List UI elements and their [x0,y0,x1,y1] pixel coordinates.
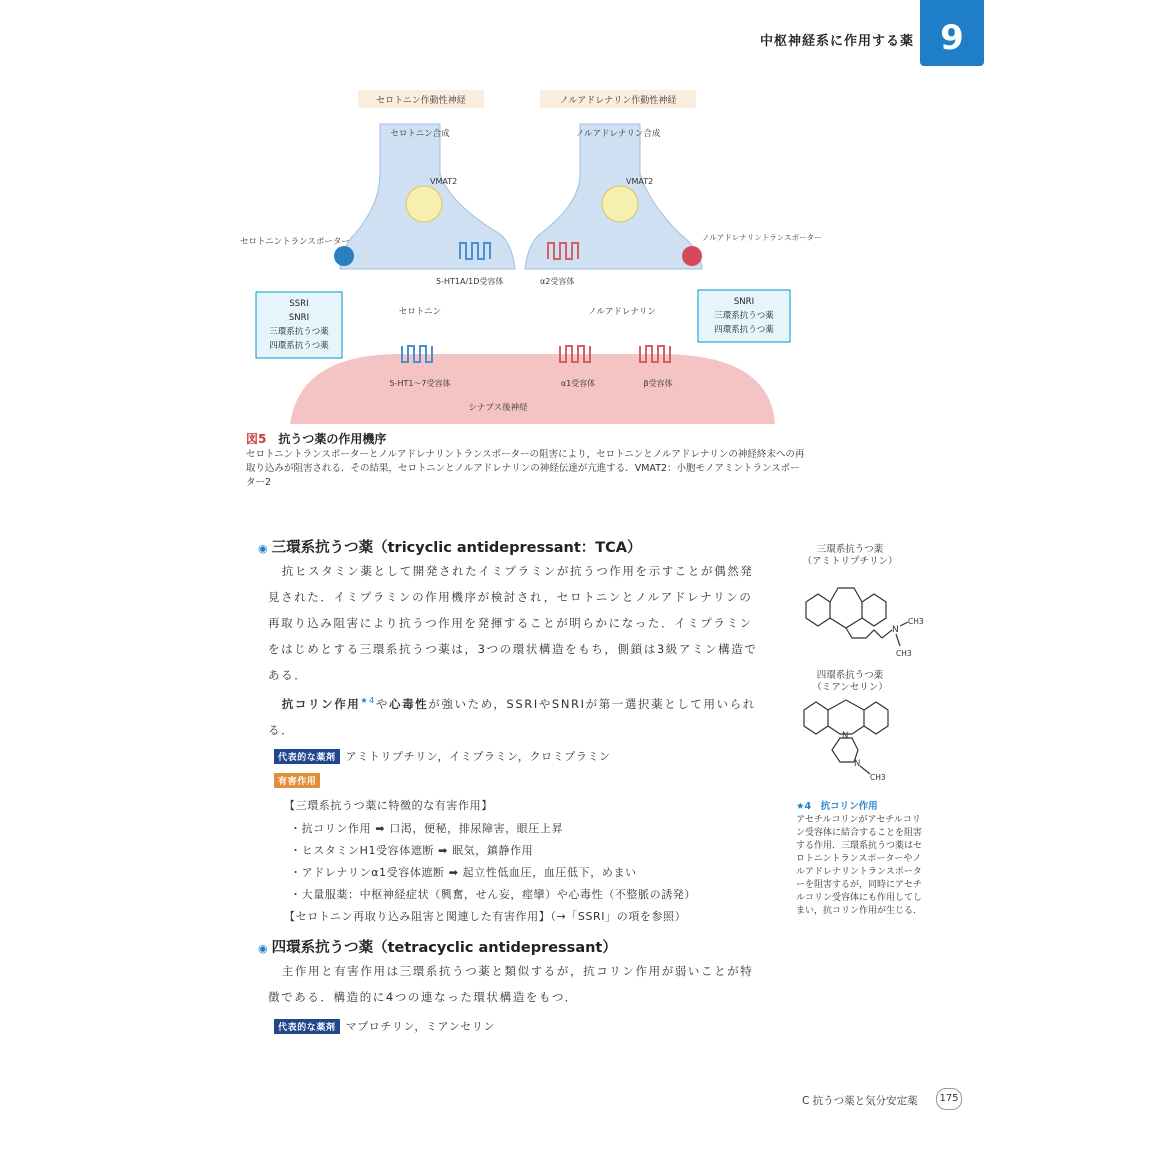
figure-caption-text: セロトニントランスポーターとノルアドレナリントランスポーターの阻害により，セロトニンとノルアドレナリンの神経終末への再取り込みが阻害される．その結果，セロトニンとノルアドレナリンの神経伝達が亢進する．VMAT2：小胞モノアミントランスポーター2 [246,449,805,488]
tca-adverse-item-1: ・抗コリン作用 ➡ 口渇，便秘，排尿障害，眼圧上昇 [290,822,564,835]
section-bullet-icon: ◉ [258,942,268,955]
tca-adverse-item-4: ・大量服薬：中枢神経症状（興奮，せん妄，痙攣）や心毒性（不整脈の誘発） [290,888,696,901]
amitriptyline-label [795,544,905,568]
noradrenaline-synthesis-label: ノルアドレナリン合成 [575,129,661,139]
serotonin-cleft-label: セロトニン [398,307,442,317]
amitriptyline-ch3-top: CH3 [908,617,924,626]
teca-heading-text: 四環系抗うつ薬（tetracyclic antidepressant） [271,940,617,956]
chapter-number-tab: 9 [920,0,984,66]
figure-number: 図5 [246,432,267,446]
figure-caption-title [246,430,386,447]
mianserin-label-line2: （ミアンセリン） [812,682,888,693]
left-drug-4: 四環系抗うつ薬 [269,341,329,351]
tca-adverse-head: 【三環系抗うつ薬に特徴的な有害作用】 [284,799,493,812]
left-drug-3: 三環系抗うつ薬 [269,327,329,337]
tca-adverse-item-2: ・ヒスタミンH1受容体遮断 ➡ 眠気，鎮静作用 [290,844,534,857]
tca-adverse-tail: 【セロトニン再取り込み阻害と関連した有害作用】（→「SSRI」の項を参照） [284,910,687,923]
representative-drugs-tag: 代表的な薬剤 [274,1019,340,1034]
footnote-text: アセチルコリンがアセチルコリン受容体に結合することを阻害する作用．三環系抗うつ薬はセロトニントランスポーターやノルアドレナリントランスポーターを阻害するが，同時にアセチルコリン受容体にも作用してしまい，抗コリン作用が生じる． [796,815,923,916]
noradrenaline-neuron-title: ノルアドレナリン作動性神経 [559,96,677,106]
antidepressant-mechanism-figure [240,84,822,424]
mianserin-ch3: CH3 [870,773,886,782]
right-drug-1: SNRI [733,297,755,307]
vmat2-label-left: VMAT2 [430,177,458,186]
page-number: 175 [936,1088,962,1110]
vmat2-label-right: VMAT2 [626,177,654,186]
noradrenaline-cleft-label: ノルアドレナリン [588,307,656,317]
section-bullet-icon: ◉ [258,542,268,555]
right-drug-2: 三環系抗うつ薬 [714,311,774,321]
noradrenaline-transporter-icon [682,246,702,266]
postsynaptic-label: シナプス後神経 [468,403,528,413]
noradrenaline-vesicle [602,186,638,222]
amitriptyline-label-line1: 三環系抗うつ薬 [816,544,884,555]
teca-representative-drugs [274,1018,495,1034]
cardiotoxicity-term: 心毒性 [388,696,429,711]
mianserin-label [795,670,905,694]
left-drug-2: SNRI [288,313,310,323]
right-drug-3: 四環系抗うつ薬 [714,325,774,335]
tca-adverse-tag-row [274,773,326,788]
representative-drugs-tag: 代表的な薬剤 [274,749,340,764]
beta-receptor-label: β受容体 [643,379,673,388]
tca-heading [258,536,642,557]
amitriptyline-ch3-bottom: CH3 [896,649,912,658]
mianserin-n-atom-2: N [854,759,861,769]
tca-paragraph-2 [268,688,758,743]
tca-representative-drugs [274,748,611,764]
anticholinergic-term: 抗コリン作用 [281,696,361,711]
tca-drug-list: アミトリプチリン，イミプラミン，クロミプラミン [345,750,611,763]
footer-section: C 抗うつ薬と気分安定薬 [802,1095,918,1107]
tca-heading-text: 三環系抗うつ薬（tricyclic antidepressant：TCA） [271,540,642,556]
adverse-effects-tag: 有害作用 [274,773,320,788]
teca-drug-list: マプロチリン，ミアンセリン [345,1020,496,1033]
ht-receptor-label: 5-HT1〜7受容体 [389,379,451,388]
running-header: 中枢神経系に作用する薬 [760,34,915,49]
mianserin-label-line1: 四環系抗うつ薬 [816,670,884,681]
postsynaptic-neuron [290,354,775,424]
left-drug-1: SSRI [289,299,309,309]
teca-heading [258,936,617,957]
serotonin-transporter-label: セロトニントランスポーター [240,237,350,247]
serotonin-neuron-title: セロトニン作動性神経 [376,96,466,106]
alpha1-receptor-label: α1受容体 [560,379,596,388]
amitriptyline-n-atom: N [892,625,899,635]
footnote-title: ★4 抗コリン作用 [796,801,878,812]
figure-title: 抗うつ薬の作用機序 [278,432,387,446]
tca-paragraph-1: 抗ヒスタミン薬として開発されたイミプラミンが抗うつ作用を示すことが偶然発見された．イミプラミンの作用機序が検討され，セロトニンとノルアドレナリンの再取り込み阻害により抗うつ作用を発揮することが明らかになった．イミプラミンをはじめとする三環系抗うつ薬は，3つの環状構造をもち，側鎖は3級アミン構造である． [268,564,758,682]
alpha2-receptor-label: α2受容体 [540,277,575,286]
serotonin-transporter-icon [334,246,354,266]
mianserin-n-atom-1: N [842,731,849,741]
serotonin-synthesis-label: セロトニン合成 [390,129,450,139]
amitriptyline-label-line2: （アミトリプチリン） [802,556,898,567]
mianserin-structure [796,696,936,788]
teca-paragraph: 主作用と有害作用は三環系抗うつ薬と類似するが，抗コリン作用が弱いことが特徴である．構造的に4つの連なった環状構造をもつ． [268,964,754,1004]
tca-adverse-item-3: ・アドレナリンα1受容体遮断 ➡ 起立性低血圧，血圧低下，めまい [290,866,637,879]
tca-para2-mid: や [375,696,389,711]
amitriptyline-structure [796,572,936,664]
noradrenaline-transporter-label: ノルアドレナリントランスポーター [702,233,822,242]
ht-autoreceptor-label: 5-HT1A/1D受容体 [436,277,504,286]
serotonin-vesicle [406,186,442,222]
tca-para2-rest: が強いため，SSRIやSNRIが第一選択薬として用いられる． [268,696,756,737]
footnote-ref: ★4 [360,696,376,705]
